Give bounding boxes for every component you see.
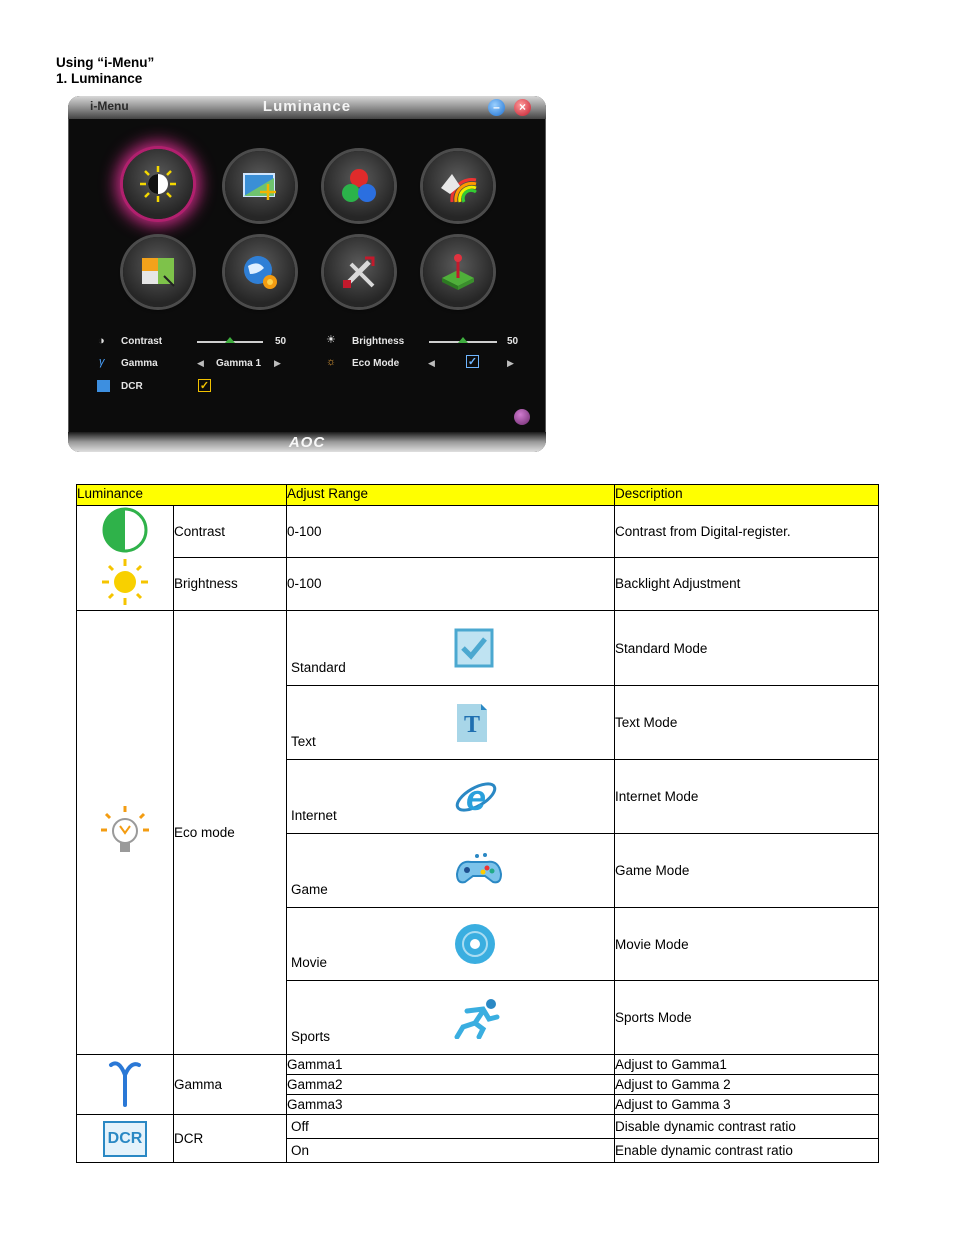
table-row-eco-standard xyxy=(77,611,879,686)
gamma-range: Gamma2 xyxy=(287,1075,615,1095)
minimize-button[interactable]: – xyxy=(488,99,505,116)
contrast-desc: Contrast from Digital-register. xyxy=(615,506,879,558)
factory-reset-icon[interactable] xyxy=(324,237,394,307)
eco-option-sports xyxy=(287,981,615,1055)
picture-boost-icon[interactable] xyxy=(423,151,493,221)
brightness-range: 0-100 xyxy=(287,557,615,611)
dcr-checkbox[interactable]: ✓ xyxy=(199,380,210,392)
dcr-small-icon xyxy=(97,380,110,392)
eco-option-movie xyxy=(287,908,615,981)
header-luminance: Luminance xyxy=(77,485,287,506)
eco-option-desc: Standard Mode xyxy=(615,611,879,686)
brightness-icon xyxy=(100,557,150,607)
brightness-desc: Backlight Adjustment xyxy=(615,557,879,611)
standard-check-icon xyxy=(453,627,495,669)
section-subheading: 1. Luminance xyxy=(56,71,143,86)
imenu-title: Luminance xyxy=(262,98,352,115)
brightness-icon-cell xyxy=(77,557,174,611)
luminance-icon[interactable] xyxy=(123,149,193,219)
gamma-icon: γ xyxy=(99,356,105,368)
eco-mode-icon: ☼ xyxy=(326,356,337,368)
eco-option-label: Standard xyxy=(291,660,346,675)
dcr-label: DCR xyxy=(121,381,143,392)
eco-mode-standard-check-icon[interactable]: ✓ xyxy=(467,356,478,368)
text-icon xyxy=(453,702,491,744)
disc-icon xyxy=(453,922,497,966)
luminance-table xyxy=(76,484,879,1163)
osd-setup-icon[interactable] xyxy=(123,237,193,307)
contrast-range: 0-100 xyxy=(287,506,615,558)
brightness-value: 50 xyxy=(507,336,519,347)
eco-mode-label: Eco Mode xyxy=(352,358,400,369)
brightness-slider-knob[interactable] xyxy=(458,337,468,343)
eco-option-label: Internet xyxy=(291,808,337,823)
gamma-name: Gamma xyxy=(174,1055,287,1115)
eco-option-text xyxy=(287,686,615,760)
contrast-slider-knob[interactable] xyxy=(225,337,235,343)
brightness-label: Brightness xyxy=(352,336,405,347)
gamma-next-arrow[interactable]: ▶ xyxy=(274,358,281,368)
gamma-prev-arrow[interactable]: ◀ xyxy=(197,358,204,368)
gamma-desc: Adjust to Gamma 2 xyxy=(615,1075,879,1095)
table-row-dcr-off xyxy=(77,1115,879,1139)
dcr-desc: Disable dynamic contrast ratio xyxy=(615,1115,879,1139)
image-setup-icon[interactable] xyxy=(225,151,295,221)
header-adjust-range: Adjust Range xyxy=(287,485,615,506)
gamma-icon xyxy=(105,1057,145,1109)
header-description: Description xyxy=(615,485,879,506)
eco-option-label: Sports xyxy=(291,1029,331,1044)
gamma-range: Gamma1 xyxy=(287,1055,615,1075)
dcr-icon-text: DCR xyxy=(107,1129,143,1147)
contrast-slider[interactable] xyxy=(197,341,263,343)
eco-name: Eco mode xyxy=(174,611,287,1055)
contrast-icon xyxy=(101,506,149,554)
exit-icon[interactable] xyxy=(423,237,493,307)
gamma-icon-cell xyxy=(77,1055,174,1115)
dcr-icon xyxy=(103,1121,147,1157)
gamepad-icon xyxy=(453,850,505,892)
eco-option-desc: Game Mode xyxy=(615,834,879,908)
color-setup-icon[interactable] xyxy=(324,151,394,221)
imenu-window xyxy=(68,96,546,452)
dcr-name: DCR xyxy=(174,1115,287,1163)
eco-option-label: Game xyxy=(291,882,328,897)
contrast-label: Contrast xyxy=(121,336,163,347)
dcr-icon-cell xyxy=(77,1115,174,1163)
eco-next-arrow[interactable]: ▶ xyxy=(507,358,514,368)
eco-option-desc: Sports Mode xyxy=(615,981,879,1055)
contrast-icon-cell xyxy=(77,506,174,558)
eco-option-label: Text xyxy=(291,734,316,749)
contrast-value: 50 xyxy=(275,336,287,347)
dcr-desc: Enable dynamic contrast ratio xyxy=(615,1139,879,1163)
gamma-desc: Adjust to Gamma1 xyxy=(615,1055,879,1075)
brightness-slider[interactable] xyxy=(429,341,497,343)
contrast-icon: ◑ xyxy=(98,335,105,347)
gamma-range: Gamma3 xyxy=(287,1095,615,1115)
gamma-label: Gamma xyxy=(121,358,158,369)
eco-option-standard xyxy=(287,611,615,686)
gamma-value: Gamma 1 xyxy=(216,358,262,369)
close-button[interactable]: × xyxy=(514,99,531,116)
eco-option-desc: Text Mode xyxy=(615,686,879,760)
section-heading: Using “i-Menu” xyxy=(56,55,155,70)
eco-option-desc: Internet Mode xyxy=(615,760,879,834)
aoc-logo: AOC xyxy=(288,434,326,451)
brightness-icon: ☀ xyxy=(326,334,336,346)
eco-prev-arrow[interactable]: ◀ xyxy=(428,358,435,368)
internet-icon xyxy=(453,774,499,820)
table-header-row xyxy=(77,485,879,506)
svg-text:e: e xyxy=(466,776,487,818)
table-row-contrast xyxy=(77,506,879,558)
dcr-range: Off xyxy=(287,1115,615,1139)
table-row-brightness xyxy=(77,557,879,611)
gamma-desc: Adjust to Gamma 3 xyxy=(615,1095,879,1115)
dcr-range: On xyxy=(287,1139,615,1163)
imenu-titlebar xyxy=(68,96,546,119)
brightness-name: Brightness xyxy=(174,557,287,611)
runner-icon xyxy=(453,997,503,1039)
extra-icon[interactable] xyxy=(225,237,295,307)
table-row-gamma-1 xyxy=(77,1055,879,1075)
eco-option-desc: Movie Mode xyxy=(615,908,879,981)
eco-icon-cell xyxy=(77,611,174,1055)
imenu-exit-icon[interactable] xyxy=(514,409,530,425)
eco-mode-icon xyxy=(98,804,152,858)
eco-option-internet xyxy=(287,760,615,834)
svg-text:T: T xyxy=(464,711,481,738)
eco-option-game xyxy=(287,834,615,908)
contrast-name: Contrast xyxy=(174,506,287,558)
imenu-app-name: i-Menu xyxy=(90,99,129,113)
eco-option-label: Movie xyxy=(291,955,328,970)
